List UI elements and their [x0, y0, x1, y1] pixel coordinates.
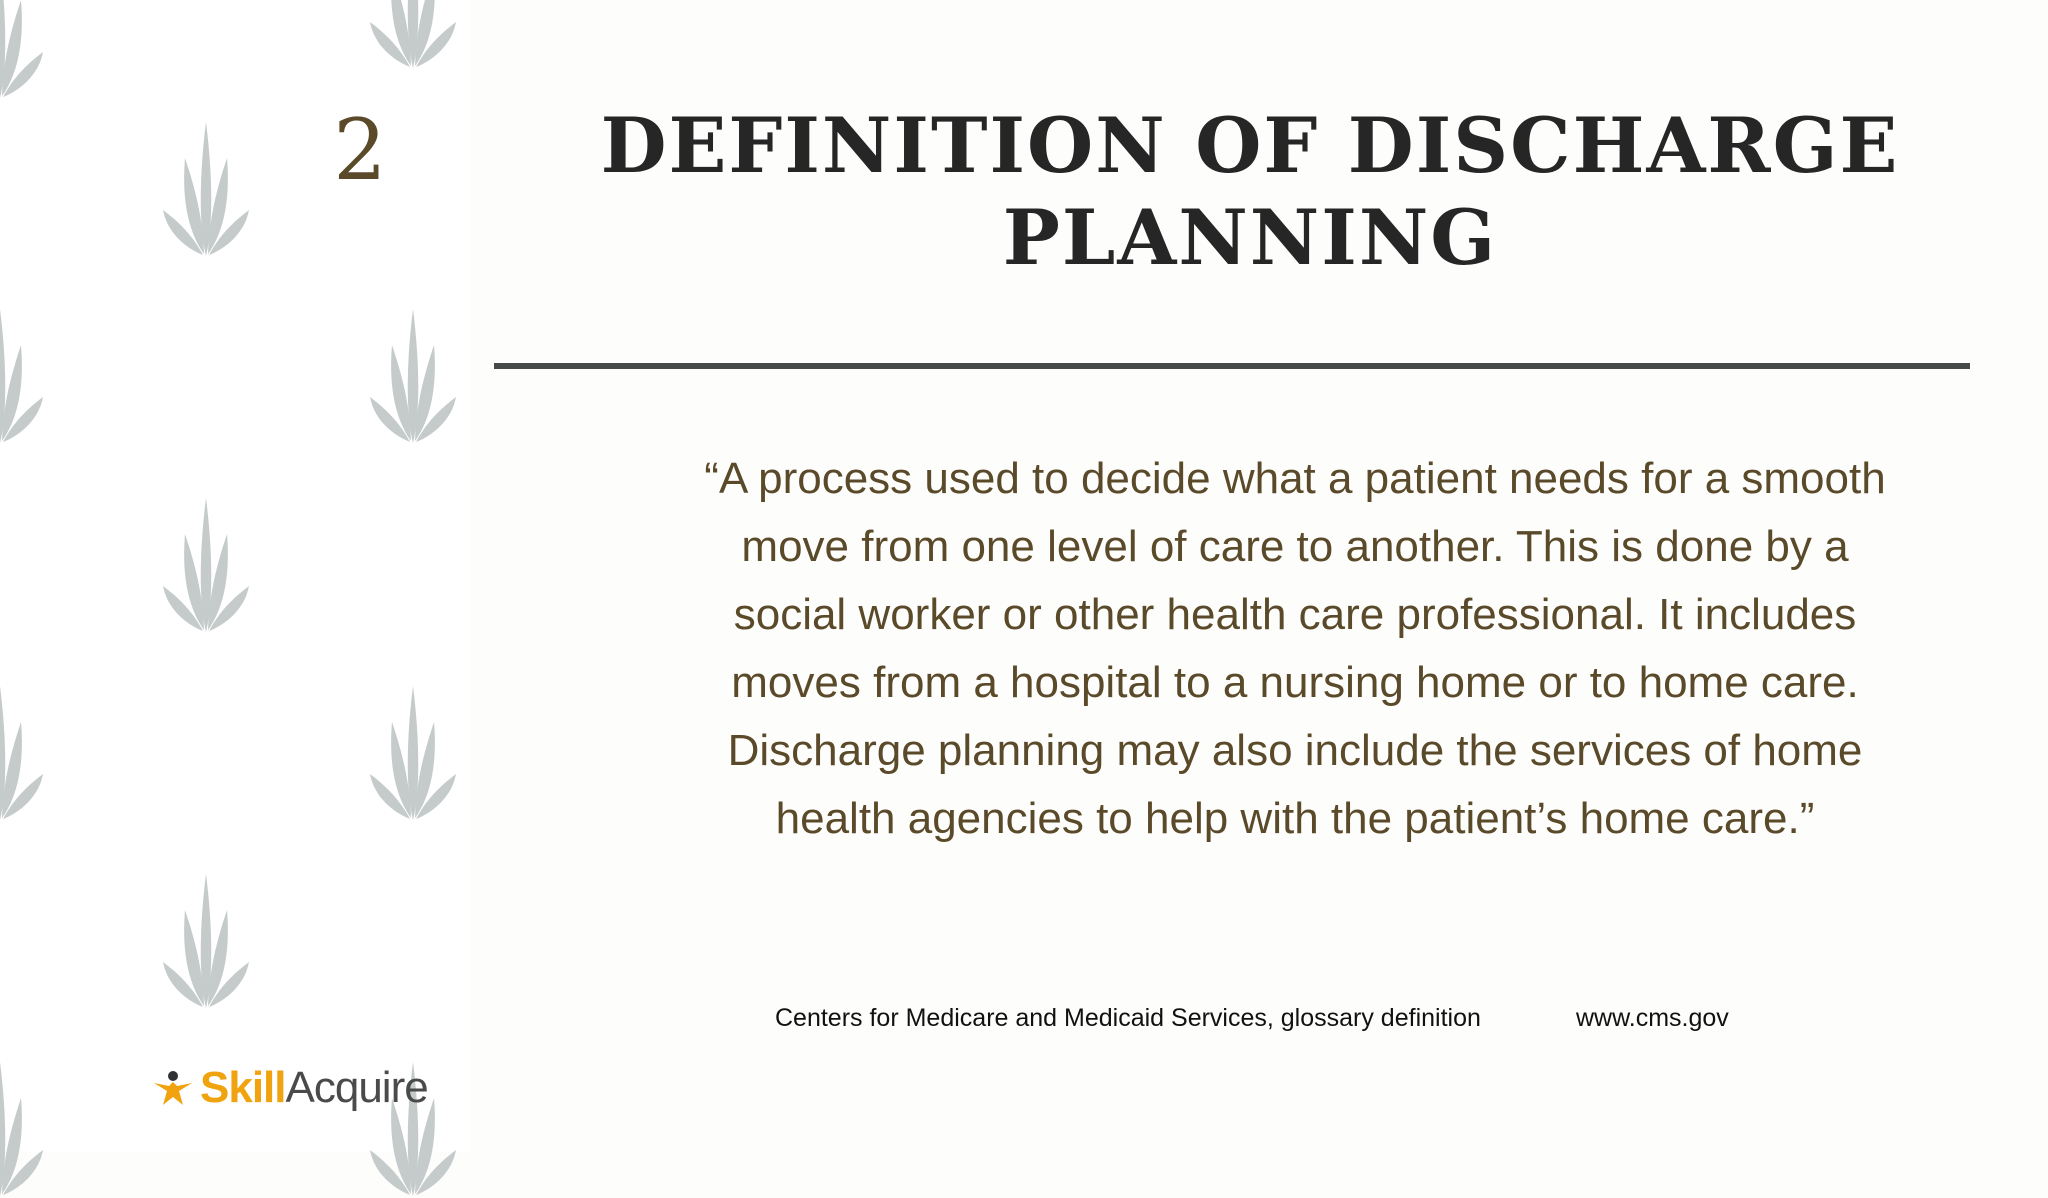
person-star-icon — [152, 1067, 194, 1109]
slide-title — [560, 100, 1940, 284]
leaf-sprig-icon — [161, 870, 251, 1010]
quote-line: health agencies to help with the patient’s home care.” — [775, 794, 1815, 843]
leaf-sprig-icon — [368, 0, 458, 70]
leaf-sprig-icon — [0, 1058, 45, 1198]
leaf-sprig-icon — [0, 0, 45, 100]
leaf-sprig-icon — [0, 305, 45, 445]
skillacquire-logo — [152, 1058, 428, 1118]
quote-line: “A process used to decide what a patient needs for a smooth — [704, 454, 1886, 503]
slide-title-line: DEFINITION OF DISCHARGE — [600, 101, 1900, 190]
quote-line: move from one level of care to another. This is done by a — [741, 522, 1849, 571]
definition-quote — [620, 445, 1970, 853]
leaf-sprig-icon — [161, 118, 251, 258]
quote-line: moves from a hospital to a nursing home or to home care. — [731, 658, 1859, 707]
citation-source: Centers for Medicare and Medicaid Services, glossary definition — [775, 1004, 1481, 1032]
leaf-sprig-icon — [368, 682, 458, 822]
slide-number: 2 — [333, 101, 387, 199]
title-divider — [494, 363, 1970, 369]
quote-line: Discharge planning may also include the services of home — [727, 726, 1863, 775]
leaf-sprig-icon — [0, 682, 45, 822]
quote-line: social worker or other health care professional. It includes — [733, 590, 1857, 639]
logo-text-acquire: Acquire — [285, 1063, 428, 1112]
leaf-sprig-icon — [161, 494, 251, 634]
slide-title-line: PLANNING — [1002, 193, 1498, 282]
citation-url: www.cms.gov — [1576, 1004, 1729, 1032]
decorative-leaf-panel — [0, 0, 470, 1152]
leaf-sprig-icon — [368, 305, 458, 445]
logo-text-skill: Skill — [200, 1063, 286, 1112]
